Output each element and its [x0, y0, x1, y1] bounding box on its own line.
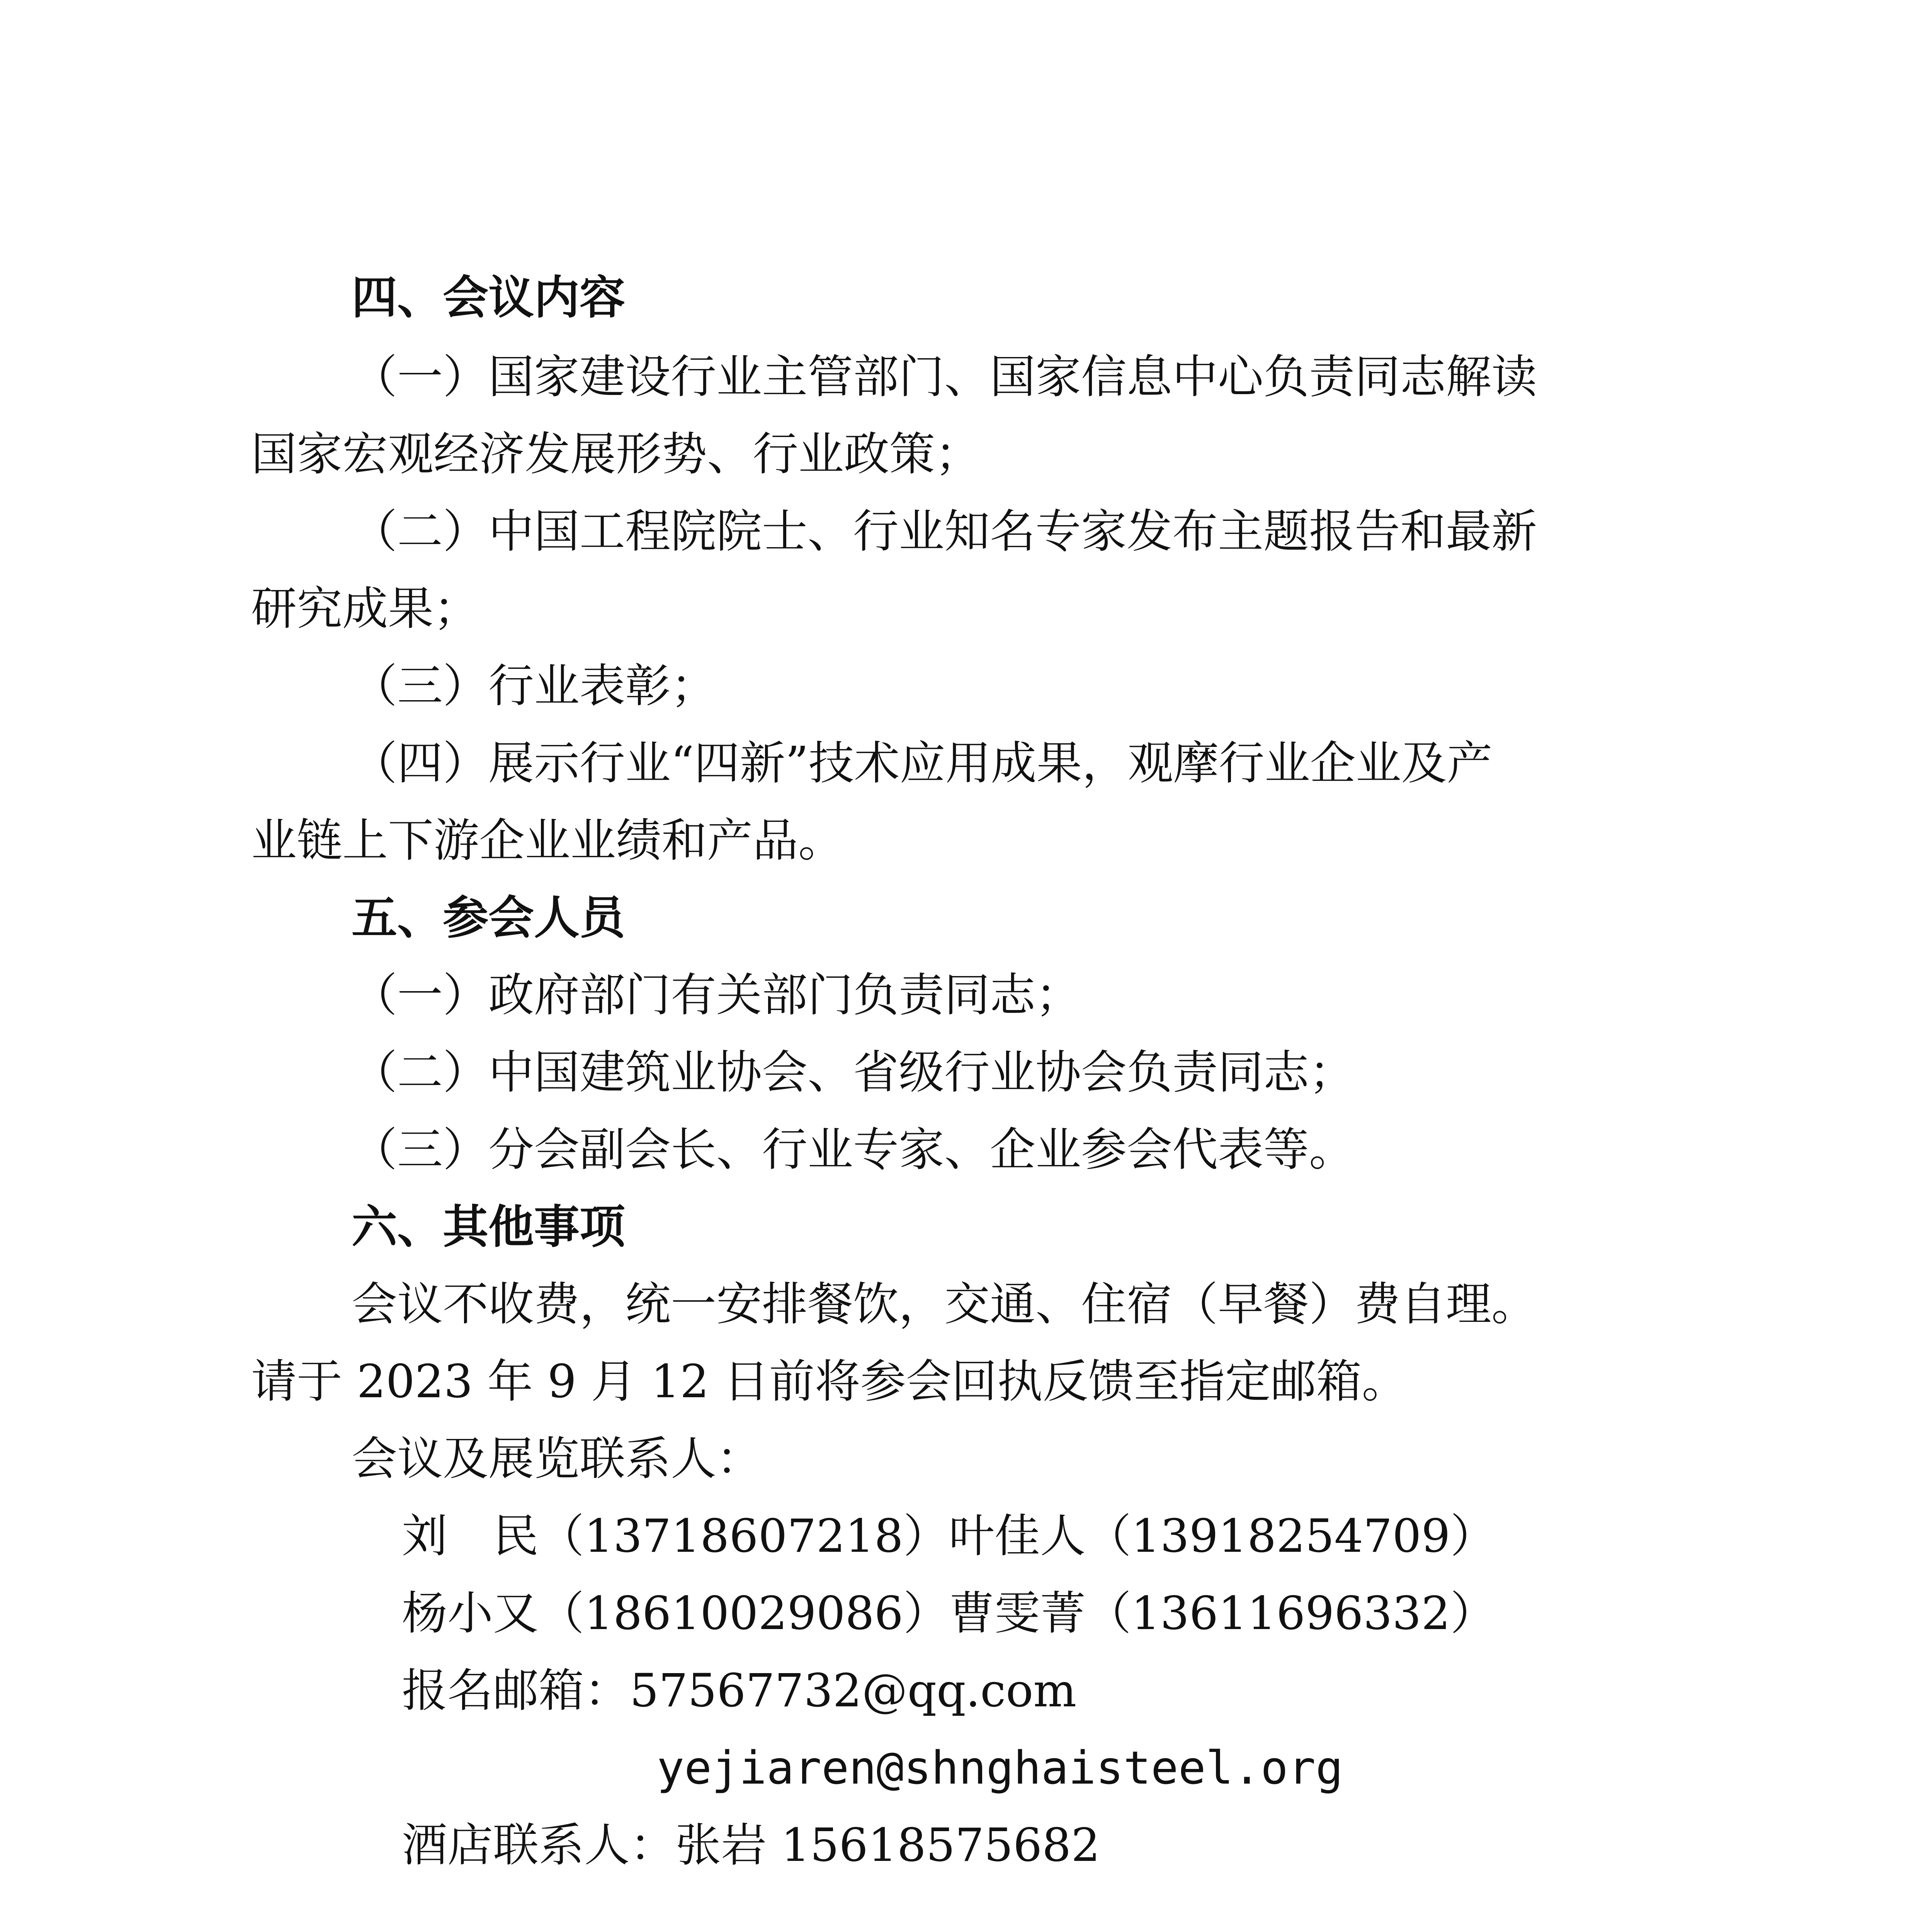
contact-row-1: 刘 民（13718607218）叶佳人（13918254709） — [402, 1509, 1496, 1563]
section4-item1-line1: （一）国家建设行业主管部门、国家信息中心负责同志解读 — [352, 350, 1537, 403]
section5-item1: （一）政府部门有关部门负责同志； — [352, 968, 1081, 1022]
section4-item4-line2: 业链上下游企业业绩和产品。 — [251, 814, 844, 867]
section4-item2-line2: 研究成果； — [251, 582, 479, 635]
email-row-2: yejiaren@shnghaisteel.org — [657, 1741, 1343, 1794]
section6-para-line2: 请于 2023 年 9 月 12 日前将参会回执反馈至指定邮箱。 — [251, 1355, 1408, 1408]
hotel-contact: 酒店联系人：张岩 15618575682 — [402, 1818, 1100, 1872]
section6-heading: 六、其他事项 — [352, 1200, 626, 1253]
section5-item2: （二）中国建筑业协会、省级行业协会负责同志； — [352, 1046, 1355, 1099]
section5-item3: （三）分会副会长、行业专家、企业参会代表等。 — [352, 1123, 1355, 1176]
section4-item1-line2: 国家宏观经济发展形势、行业政策； — [251, 427, 981, 481]
section4-item2-line1: （二）中国工程院院士、行业知名专家发布主题报告和最新 — [352, 505, 1537, 558]
section4-item4-line1: （四）展示行业“四新”技术应用成果，观摩行业企业及产 — [352, 736, 1493, 790]
contacts-label: 会议及展览联系人： — [352, 1432, 762, 1485]
contact-row-2: 杨小又（18610029086）曹雯菁（13611696332） — [402, 1587, 1496, 1640]
email-row-1: 报名邮箱：57567732@qq.com — [402, 1664, 1077, 1717]
section5-heading: 五、参会人员 — [352, 891, 626, 944]
section4-item3: （三）行业表彰； — [352, 659, 717, 713]
section4-heading: 四、会议内容 — [352, 271, 626, 324]
section6-para-line1: 会议不收费，统一安排餐饮，交通、住宿（早餐）费自理。 — [352, 1277, 1537, 1331]
